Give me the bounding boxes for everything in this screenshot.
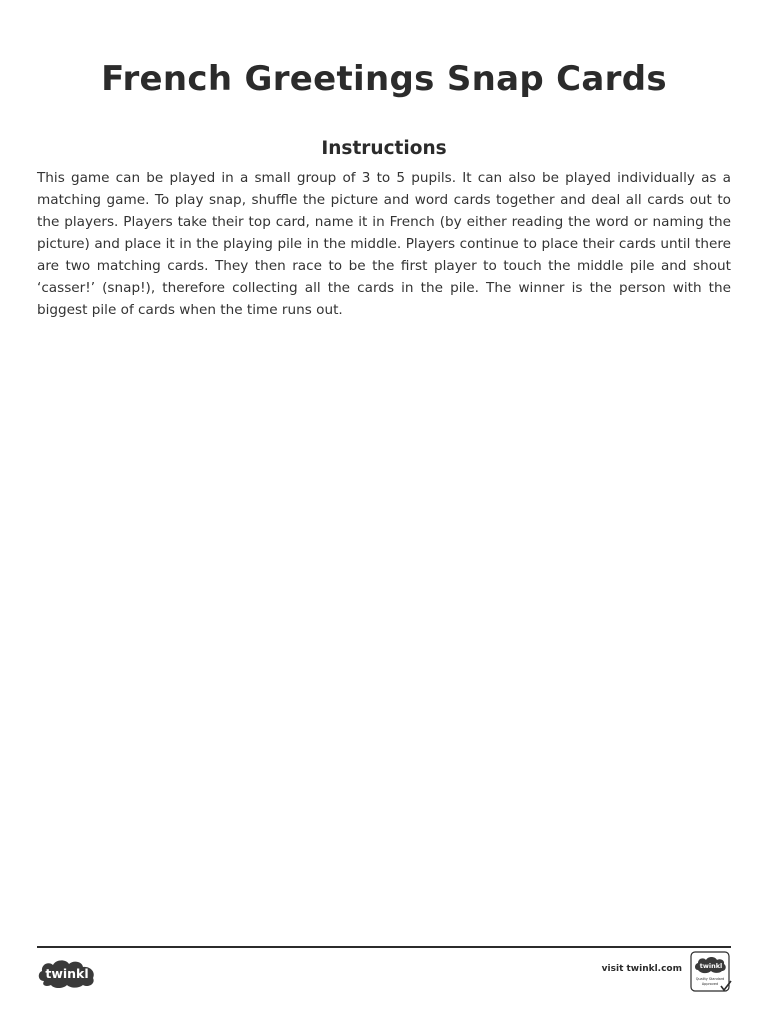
- visit-link[interactable]: visit twinkl.com: [601, 964, 682, 974]
- twinkl-logo: [36, 955, 98, 989]
- section-heading: Instructions: [321, 138, 447, 160]
- quality-badge: [690, 951, 732, 993]
- logo-text: twinkl: [45, 966, 89, 981]
- badge-brand: twinkl: [699, 962, 723, 970]
- badge-line-1: Quality Standard: [695, 977, 725, 981]
- badge-line-2: Approved: [701, 982, 719, 986]
- footer-divider: [37, 946, 731, 948]
- page-title: French Greetings Snap Cards: [101, 58, 667, 99]
- instructions-paragraph: This game can be played in a small group of 3 to 5 pupils. It can also be played individually as a matching game. To play snap, shuffle the picture and word cards together and deal all cards out to the players. Players take their top card, name it in French (by either reading the word or naming the picture) and place it in the playing pile in the middle. Players continue to place their cards until there are two matching cards. They then race to be the first player to touch the middle pile and shout ‘casser!’ (snap!), therefore collecting all the cards in the pile. The winner is the person with the biggest pile of cards when the time runs out.: [37, 170, 731, 318]
